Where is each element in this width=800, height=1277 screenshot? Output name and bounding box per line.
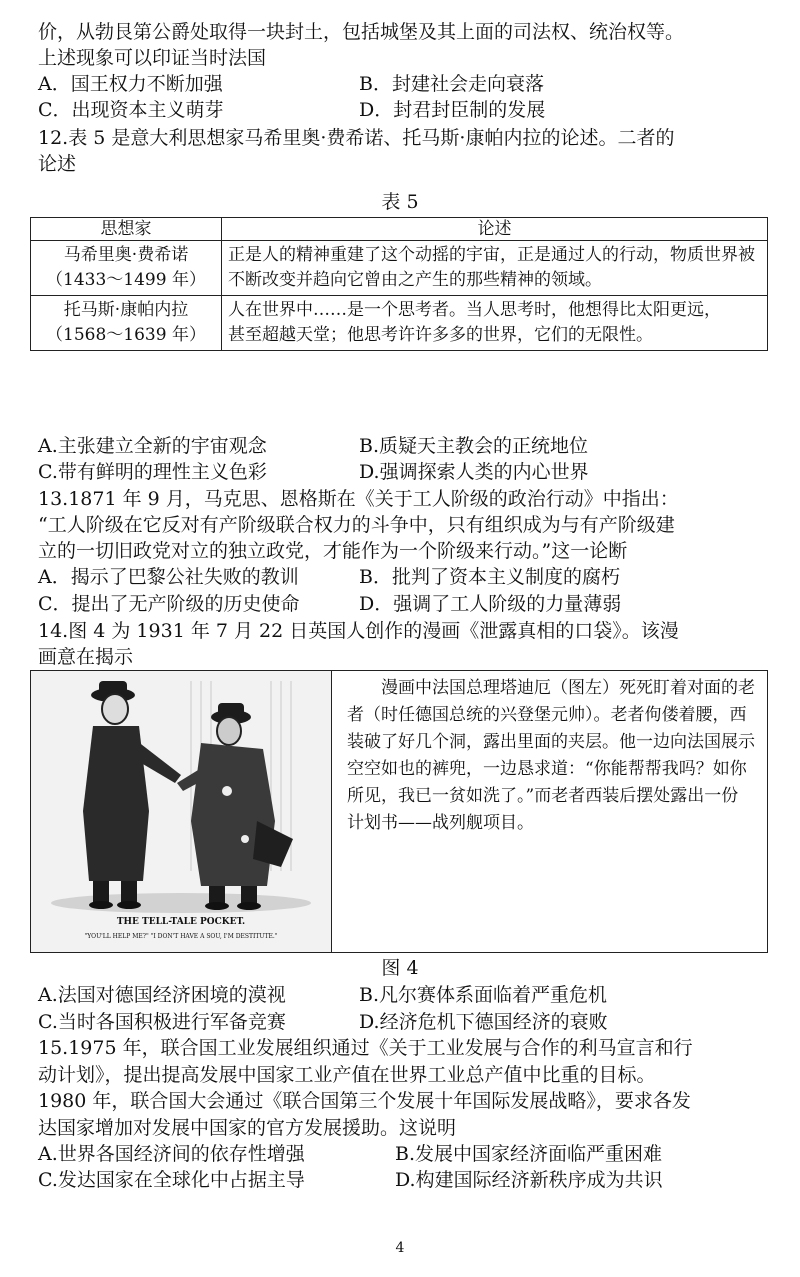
header-thinker: 思想家 (31, 218, 222, 241)
thinker-name: 马希里奥·费希诺 (63, 245, 189, 265)
table-row (31, 241, 768, 296)
cartoon-description: 漫画中法国总理塔迪厄（图左）死死盯着对面的老者（时任德国总统的兴登堡元帅）。老者佝偻着腰，西装破了好几个洞，露出里面的夹层。他一边向法国展示空空如也的裤兜，一边恳求道：“你能帮帮我吗？如你所见，我已一贫如洗了。”而老者西装后摆处露出一份计划书——战列舰项目。 (347, 678, 755, 833)
q13-text-line-2: “工人阶级在它反对有产阶级联合权力的斗争中，只有组织成为与有产阶级建 (38, 514, 675, 536)
q12-option-b[interactable]: B.质疑天主教会的正统地位 (359, 435, 589, 457)
figure-4-caption: 图 4 (381, 957, 419, 979)
q15-text-line-1: 15.1975 年，联合国工业发展组织通过《关于工业发展与合作的利马宣言和行 (38, 1037, 693, 1059)
q11-option-b[interactable]: B．封建社会走向衰落 (359, 73, 544, 95)
statement-line: 甚至超越天堂；他思考许许多多的世界，它们的无限性。 (228, 325, 653, 345)
table-header-row (31, 218, 768, 241)
q11-option-d[interactable]: D．封君封臣制的发展 (359, 99, 546, 121)
statement-cell: 正是人的精神重建了这个动摇的宇宙，正是通过人的行动，物质世界被不断改变并趋向它曾由之产生的那些精神的领域。 (222, 241, 768, 296)
q12-text-line-1: 12.表 5 是意大利思想家马希里奥·费希诺、托马斯·康帕内拉的论述。二者的 (38, 127, 675, 149)
q15-option-a[interactable]: A.世界各国经济间的依存性增强 (38, 1143, 305, 1165)
q15-text-line-2: 动计划》，提出提高发展中国家工业产值在世界工业总产值中比重的目标。 (38, 1064, 656, 1086)
header-statement: 论述 (222, 218, 768, 241)
q13-option-a[interactable]: A．揭示了巴黎公社失败的教训 (38, 566, 299, 588)
q12-text-line-2: 论述 (38, 153, 77, 175)
table-5-caption: 表 5 (381, 191, 419, 213)
cartoon-caption-top: THE TELL-TALE POCKET. (116, 917, 246, 927)
thinker-years: （1568～1639 年） (46, 325, 206, 345)
q12-option-c[interactable]: C.带有鲜明的理性主义色彩 (38, 461, 267, 483)
q14-option-b[interactable]: B.凡尔赛体系面临着严重危机 (359, 984, 608, 1006)
q14-text-line-2: 画意在揭示 (38, 646, 134, 668)
statement-cell (222, 296, 768, 351)
q11-text-line-1: 价，从勃艮第公爵处取得一块封土，包括城堡及其上面的司法权、统治权等。 (38, 21, 685, 43)
table-row (31, 296, 768, 351)
q14-option-a[interactable]: A.法国对德国经济困境的漠视 (38, 984, 286, 1006)
figure-4-box (30, 670, 768, 953)
table-5 (30, 217, 768, 351)
q15-option-d[interactable]: D.构建国际经济新秩序成为共识 (395, 1169, 663, 1191)
thinker-cell (31, 241, 222, 296)
q13-option-c[interactable]: C．提出了无产阶级的历史使命 (38, 593, 300, 615)
q15-option-b[interactable]: B.发展中国家经济面临严重困难 (395, 1143, 663, 1165)
q12-option-d[interactable]: D.强调探索人类的内心世界 (359, 461, 589, 483)
q13-option-b[interactable]: B．批判了资本主义制度的腐朽 (359, 566, 620, 588)
q12-option-a[interactable]: A.主张建立全新的宇宙观念 (38, 435, 267, 457)
thinker-years: （1433～1499 年） (46, 270, 206, 290)
thinker-cell (31, 296, 222, 351)
statement-line: 人在世界中……是一个思考者。当人思考时，他想得比太阳更远， (228, 300, 721, 320)
q13-text-line-1: 13.1871 年 9 月，马克思、恩格斯在《关于工人阶级的政治行动》中指出： (38, 488, 679, 510)
thinker-name: 托马斯·康帕内拉 (63, 300, 189, 320)
cartoon-image (31, 671, 332, 952)
q14-text-line-1: 14.图 4 为 1931 年 7 月 22 日英国人创作的漫画《泄露真相的口袋》。该漫 (38, 620, 679, 642)
q13-option-d[interactable]: D．强调了工人阶级的力量薄弱 (359, 593, 622, 615)
q15-option-c[interactable]: C.发达国家在全球化中占据主导 (38, 1169, 305, 1191)
q14-option-d[interactable]: D.经济危机下德国经济的衰败 (359, 1011, 608, 1033)
q11-option-a[interactable]: A．国王权力不断加强 (38, 73, 223, 95)
q11-option-c[interactable]: C．出现资本主义萌芽 (38, 99, 224, 121)
cartoon-illustration-icon (31, 671, 331, 952)
q11-text-line-2: 上述现象可以印证当时法国 (38, 47, 267, 69)
q13-text-line-3: 立的一切旧政党对立的独立政党，才能作为一个阶级来行动。”这一论断 (38, 540, 628, 562)
page-number: 4 (395, 1240, 405, 1256)
cartoon-caption-bottom: "YOU'LL HELP ME?" "I DON'T HAVE A SOU, I'M DESTITUTE." (84, 933, 278, 940)
q15-text-line-4: 达国家增加对发展中国家的官方发展援助。这说明 (38, 1117, 457, 1139)
q15-text-line-3: 1980 年，联合国大会通过《联合国第三个发展十年国际发展战略》，要求各发 (38, 1090, 691, 1112)
q14-option-c[interactable]: C.当时各国积极进行军备竞赛 (38, 1011, 286, 1033)
